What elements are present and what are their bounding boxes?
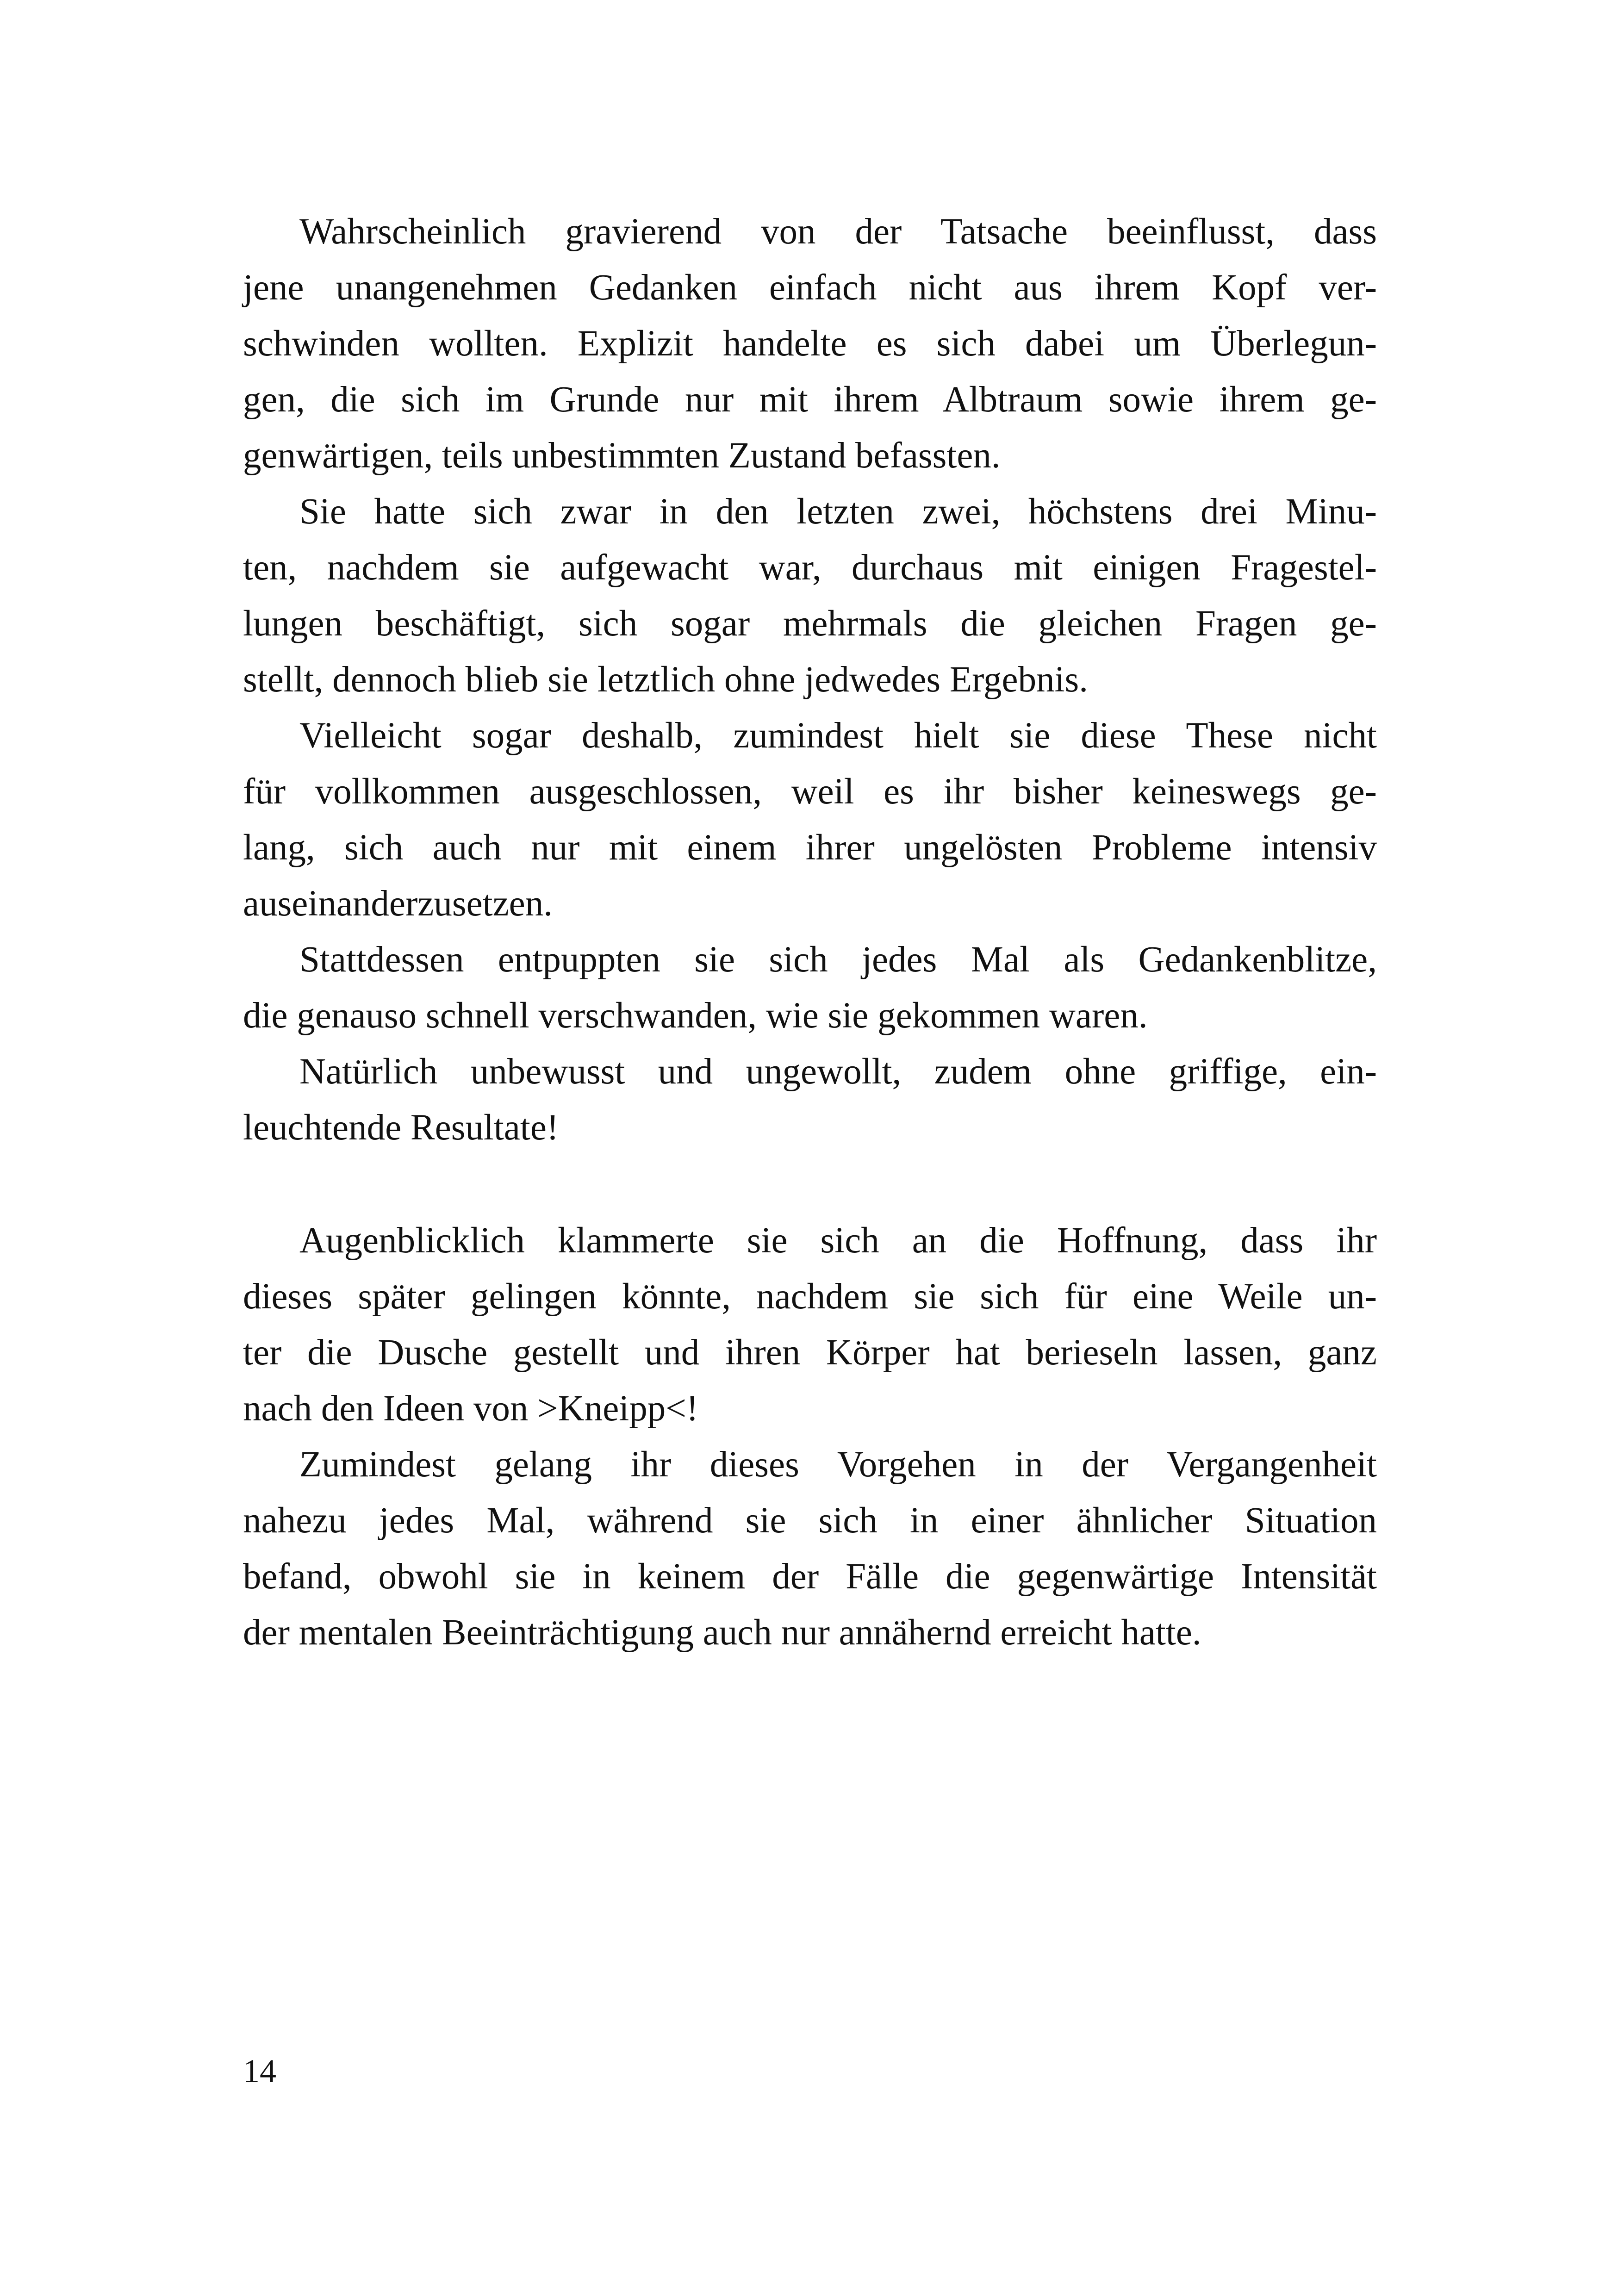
text-line: Natürlich unbewusst und ungewollt, zudem ohne griffige, ein- (299, 1052, 1377, 1092)
text-line: genwärtigen, teils unbestimmten Zustand befassten. (243, 436, 1001, 476)
text-section-1 (243, 204, 1377, 1156)
paragraph (243, 708, 1377, 932)
text-line: Sie hatte sich zwar in den letzten zwei, höchstens drei Minu- (299, 492, 1377, 532)
paragraph (243, 484, 1377, 708)
paragraph (243, 932, 1377, 1044)
text-line: Stattdessen entpuppten sie sich jedes Mal als Gedankenblitze, (299, 940, 1377, 980)
text-line: lang, sich auch nur mit einem ihrer ungelösten Probleme intensiv (243, 828, 1377, 868)
paragraph (243, 204, 1377, 484)
text-line: jene unangenehmen Gedanken einfach nicht aus ihrem Kopf ver- (243, 268, 1377, 308)
text-section-2 (243, 1213, 1377, 1661)
text-line: Zumindest gelang ihr dieses Vorgehen in der Vergangenheit (299, 1444, 1377, 1485)
paragraph (243, 1437, 1377, 1661)
text-line: gen, die sich im Grunde nur mit ihrem Albtraum sowie ihrem ge- (243, 380, 1377, 420)
text-line: ten, nachdem sie aufgewacht war, durchaus mit einigen Fragestel- (243, 548, 1377, 588)
text-line: stellt, dennoch blieb sie letztlich ohne jedwedes Ergebnis. (243, 660, 1089, 700)
text-line: Wahrscheinlich gravierend von der Tatsache beeinflusst, dass (299, 212, 1377, 252)
text-line: auseinanderzusetzen. (243, 884, 553, 924)
text-line: befand, obwohl sie in keinem der Fälle die gegenwärtige Intensität (243, 1556, 1377, 1597)
text-line: die genauso schnell verschwanden, wie sie gekommen waren. (243, 996, 1148, 1036)
paragraph (243, 1044, 1377, 1156)
text-line: lungen beschäftigt, sich sogar mehrmals die gleichen Fragen ge- (243, 604, 1377, 644)
text-line: schwinden wollten. Explizit handelte es sich dabei um Überlegun- (243, 324, 1377, 364)
paragraph (243, 1213, 1377, 1437)
text-line: leuchtende Resultate! (243, 1108, 559, 1148)
text-line: nach den Ideen von >Kneipp<! (243, 1388, 699, 1429)
text-line: dieses später gelingen könnte, nachdem sie sich für eine Weile un- (243, 1276, 1377, 1317)
page-number: 14 (243, 2053, 276, 2090)
text-line: für vollkommen ausgeschlossen, weil es ihr bisher keineswegs ge- (243, 772, 1377, 812)
text-line: ter die Dusche gestellt und ihren Körper hat berieseln lassen, ganz (243, 1332, 1377, 1373)
text-line: Vielleicht sogar deshalb, zumindest hielt sie diese These nicht (299, 716, 1377, 756)
text-line: nahezu jedes Mal, während sie sich in einer ähnlicher Situation (243, 1500, 1377, 1541)
text-line: Augenblicklich klammerte sie sich an die Hoffnung, dass ihr (299, 1220, 1377, 1261)
text-line: der mentalen Beeinträchtigung auch nur annähernd erreicht hatte. (243, 1612, 1201, 1653)
